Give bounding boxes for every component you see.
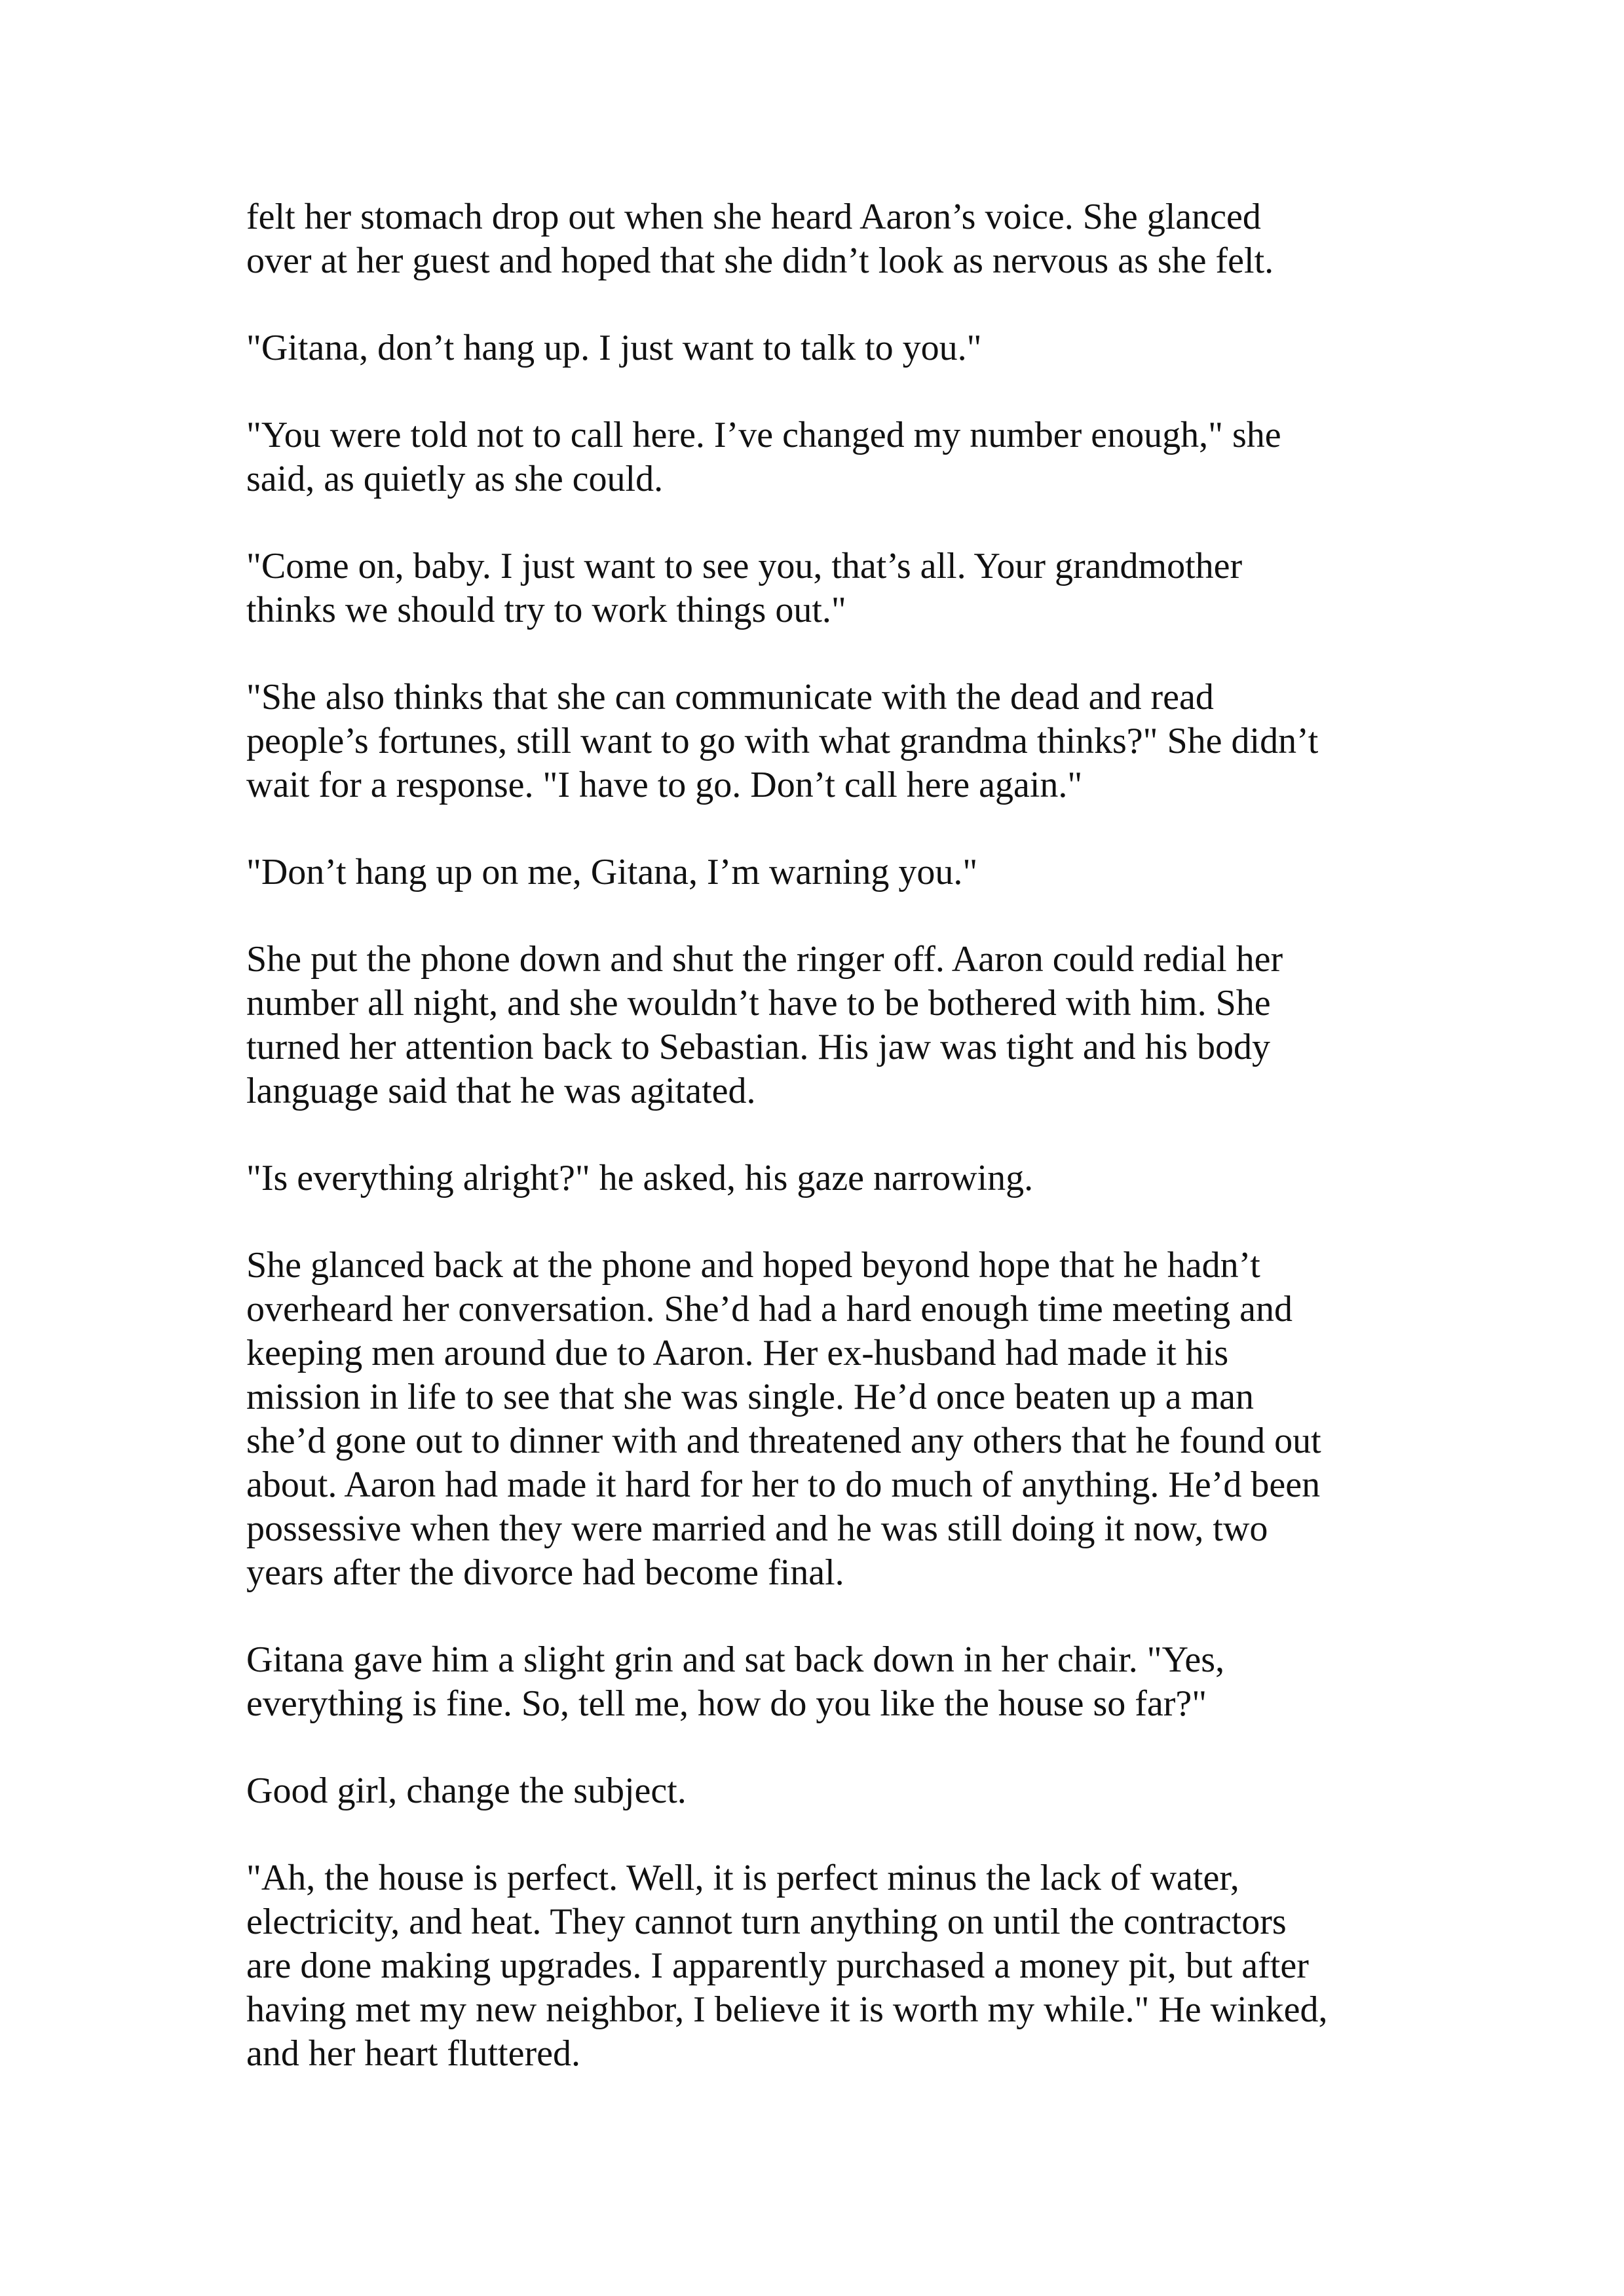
text-line: "She also thinks that she can communicate with the dead and read	[246, 677, 1214, 718]
paragraph	[246, 1856, 1406, 2076]
text-line: language said that he was agitated.	[246, 1071, 756, 1111]
paragraph	[246, 1769, 1406, 1813]
paragraph	[246, 195, 1406, 283]
text-line: years after the divorce had become final.	[246, 1552, 844, 1593]
text-line: electricity, and heat. They cannot turn anything on until the contractors	[246, 1902, 1287, 1942]
paragraph	[246, 1638, 1406, 1726]
text-line: she’d gone out to dinner with and threatened any others that he found out	[246, 1421, 1321, 1461]
text-line: "Is everything alright?" he asked, his gaze narrowing.	[246, 1158, 1034, 1198]
paragraph	[246, 676, 1406, 807]
text-line: keeping men around due to Aaron. Her ex-husband had made it his	[246, 1333, 1229, 1373]
text-line: "Come on, baby. I just want to see you, that’s all. Your grandmother	[246, 546, 1243, 586]
text-line: She put the phone down and shut the ringer off. Aaron could redial her	[246, 939, 1283, 980]
paragraph	[246, 1157, 1406, 1200]
text-line: are done making upgrades. I apparently purchased a money pit, but after	[246, 1945, 1309, 1986]
text-line: Gitana gave him a slight grin and sat back down in her chair. "Yes,	[246, 1639, 1225, 1680]
text-line: said, as quietly as she could.	[246, 459, 664, 499]
text-line: "Don’t hang up on me, Gitana, I’m warning you."	[246, 852, 978, 892]
text-line: about. Aaron had made it hard for her to do much of anything. He’d been	[246, 1464, 1321, 1505]
paragraph	[246, 938, 1406, 1113]
text-line: She glanced back at the phone and hoped beyond hope that he hadn’t	[246, 1245, 1260, 1286]
text-line: turned her attention back to Sebastian. His jaw was tight and his body	[246, 1027, 1271, 1067]
text-line: people’s fortunes, still want to go with what grandma thinks?" She didn’t	[246, 721, 1319, 761]
text-line: and her heart fluttered.	[246, 2033, 580, 2074]
text-line: "Gitana, don’t hang up. I just want to talk to you."	[246, 328, 982, 368]
text-line: over at her guest and hoped that she didn’t look as nervous as she felt.	[246, 240, 1274, 281]
text-line: having met my new neighbor, I believe it is worth my while." He winked,	[246, 1989, 1328, 2030]
paragraph	[246, 413, 1406, 501]
text-line: number all night, and she wouldn’t have to be bothered with him. She	[246, 983, 1271, 1024]
body-text	[246, 195, 1406, 2076]
text-line: "Ah, the house is perfect. Well, it is perfect minus the lack of water,	[246, 1858, 1239, 1898]
text-line: wait for a response. "I have to go. Don’t call here again."	[246, 765, 1083, 805]
text-line: possessive when they were married and he was still doing it now, two	[246, 1508, 1268, 1549]
paragraph	[246, 326, 1406, 370]
text-line: everything is fine. So, tell me, how do you like the house so far?"	[246, 1683, 1207, 1724]
paragraph	[246, 545, 1406, 632]
text-line: felt her stomach drop out when she heard Aaron’s voice. She glanced	[246, 197, 1261, 237]
text-line: Good girl, change the subject.	[246, 1770, 687, 1811]
text-line: thinks we should try to work things out."	[246, 590, 846, 630]
text-line: "You were told not to call here. I’ve changed my number enough," she	[246, 415, 1281, 455]
paragraph	[246, 851, 1406, 894]
paragraph	[246, 1244, 1406, 1595]
text-line: overheard her conversation. She’d had a hard enough time meeting and	[246, 1289, 1293, 1330]
text-line: mission in life to see that she was single. He’d once beaten up a man	[246, 1377, 1255, 1417]
